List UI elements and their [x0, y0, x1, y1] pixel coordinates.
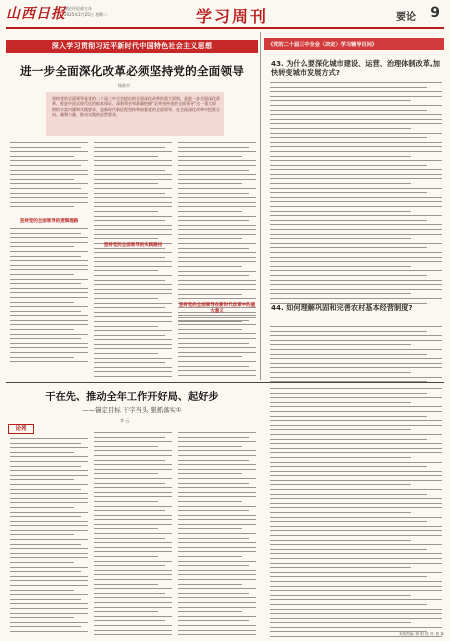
newspaper-logo: 山西日报 — [6, 6, 66, 22]
sidebar-text-2 — [270, 326, 442, 386]
weekly-title: 学习周刊 — [196, 7, 269, 26]
second-article-subtitle: ——锚定目标 干字当头 狠抓落实① — [82, 406, 182, 414]
second-column-2 — [94, 432, 172, 639]
topic-banner: 深入学习贯彻习近平新时代中国特色社会主义思想 — [6, 40, 258, 53]
masthead-rule — [6, 27, 444, 29]
masthead — [6, 3, 444, 27]
main-article-title: 进一步全面深化改革必须坚持党的全面领导 — [19, 64, 245, 78]
commentary-tag: 论苑 — [8, 424, 34, 434]
main-column-2 — [94, 142, 172, 257]
section-label: 要论 — [396, 12, 416, 23]
masthead-meta-line2: 2025年2月25日 星期二 — [64, 12, 108, 17]
question-44: 44. 如何理解巩固和完善农村基本经营制度? — [271, 303, 413, 312]
main-column-1 — [10, 142, 88, 211]
masthead-meta-line1: 理论评论部主办 — [64, 6, 92, 11]
second-column-3 — [178, 432, 256, 639]
subhead-1: 坚持党的全面领导的逻辑理路 — [19, 219, 79, 224]
sidebar-header: 《党的二十届三中全会〈决定〉学习辅导百问》 — [268, 42, 377, 48]
second-column-1 — [10, 438, 88, 636]
second-article-byline: 李 云 — [120, 418, 130, 423]
main-column-3b — [178, 315, 256, 379]
column-divider — [260, 32, 261, 380]
sidebar-text-1 — [270, 82, 442, 307]
question-43: 43. 为什么要深化城市建设、运营、治理体制改革,加快转变城市发展方式? — [271, 59, 440, 78]
subhead-2: 坚持党的全面领导的实践路径 — [103, 243, 163, 248]
main-article-byline: 杨准市 — [118, 83, 130, 88]
second-column-4 — [270, 388, 442, 641]
main-column-2b — [94, 252, 172, 381]
page-number: 9 — [430, 5, 440, 21]
subhead-3: 坚持党的全面领导在新时代改革中的重大意义 — [178, 303, 256, 314]
main-column-1b — [10, 228, 88, 366]
section-divider — [6, 382, 444, 383]
second-article-title: 干在先、推动全年工作开好局、起好步 — [45, 391, 219, 403]
main-column-3 — [178, 142, 256, 326]
abstract-text: 坚持党的全面领导是党的二十届三中全会提出的全面深化改革的重大原则，是进一步全面深化改革、推进中国式现代化的根本保证。深刻领会和准确把握“必须坚持党的全面领导”这一重大原则的丰富内涵和实践要求，是新时代新征程坚持和加强党的全面领导、在全面深化改革中把准方向、凝聚力量、推动实践的必然要求。 — [52, 96, 220, 118]
masthead-meta — [64, 6, 107, 18]
page-footer: 本版责编: 韩 阳 校 对: 程 林 — [398, 632, 444, 636]
